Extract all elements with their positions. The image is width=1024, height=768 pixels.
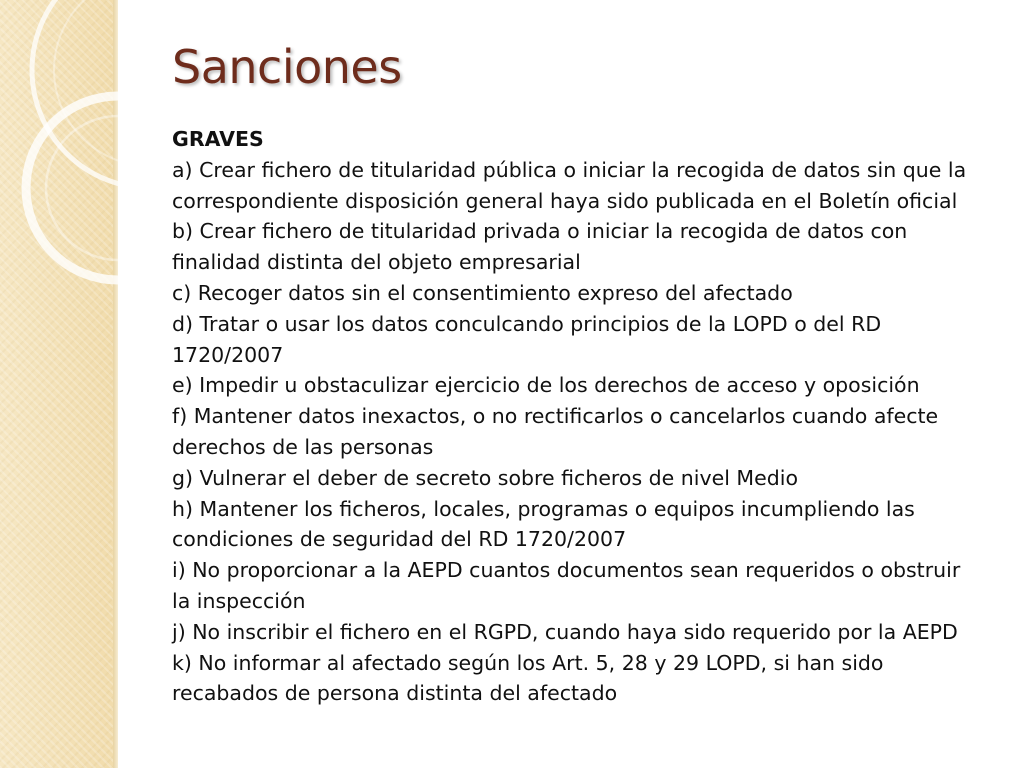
list-item: k) No informar al afectado según los Art. 5, 28 y 29 LOPD, si han sido recabados de persona distinta del afectado bbox=[172, 650, 884, 706]
list-item: f) Mantener datos inexactos, o no rectificarlos o cancelarlos cuando afecte derechos de las personas bbox=[172, 404, 939, 459]
list-item: d) Tratar o usar los datos conculcando principios de la LOPD o del RD 1720/2007 bbox=[172, 311, 882, 367]
list-item: g) Vulnerar el deber de secreto sobre ficheros de nivel Medio bbox=[172, 465, 798, 490]
list-item: e) Impedir u obstaculizar ejercicio de los derechos de acceso y oposición bbox=[172, 373, 920, 398]
list-item: b) Crear fichero de titularidad privada o iniciar la recogida de datos con finalidad distinta del objeto empresarial bbox=[172, 219, 908, 275]
list-item: a) Crear fichero de titularidad pública o iniciar la recogida de datos sin que la correspondiente disposición general haya sido publicada en el Boletín oficial bbox=[172, 157, 967, 213]
list-item: j) No inscribir el fichero en el RGPD, cuando haya sido requerido por la AEPD bbox=[172, 619, 958, 644]
list-item: c) Recoger datos sin el consentimiento expreso del afectado bbox=[172, 280, 793, 305]
section-heading: GRAVES bbox=[172, 127, 264, 151]
list-item: i) No proporcionar a la AEPD cuantos documentos sean requeridos o obstruir la inspección bbox=[172, 558, 961, 613]
list-item: h) Mantener los ficheros, locales, programas o equipos incumpliendo las condiciones de seguridad del RD 1720/2007 bbox=[172, 496, 915, 552]
slide-body bbox=[172, 124, 984, 709]
slide-title: Sanciones bbox=[172, 40, 402, 94]
decorative-circles-icon bbox=[0, 0, 140, 330]
